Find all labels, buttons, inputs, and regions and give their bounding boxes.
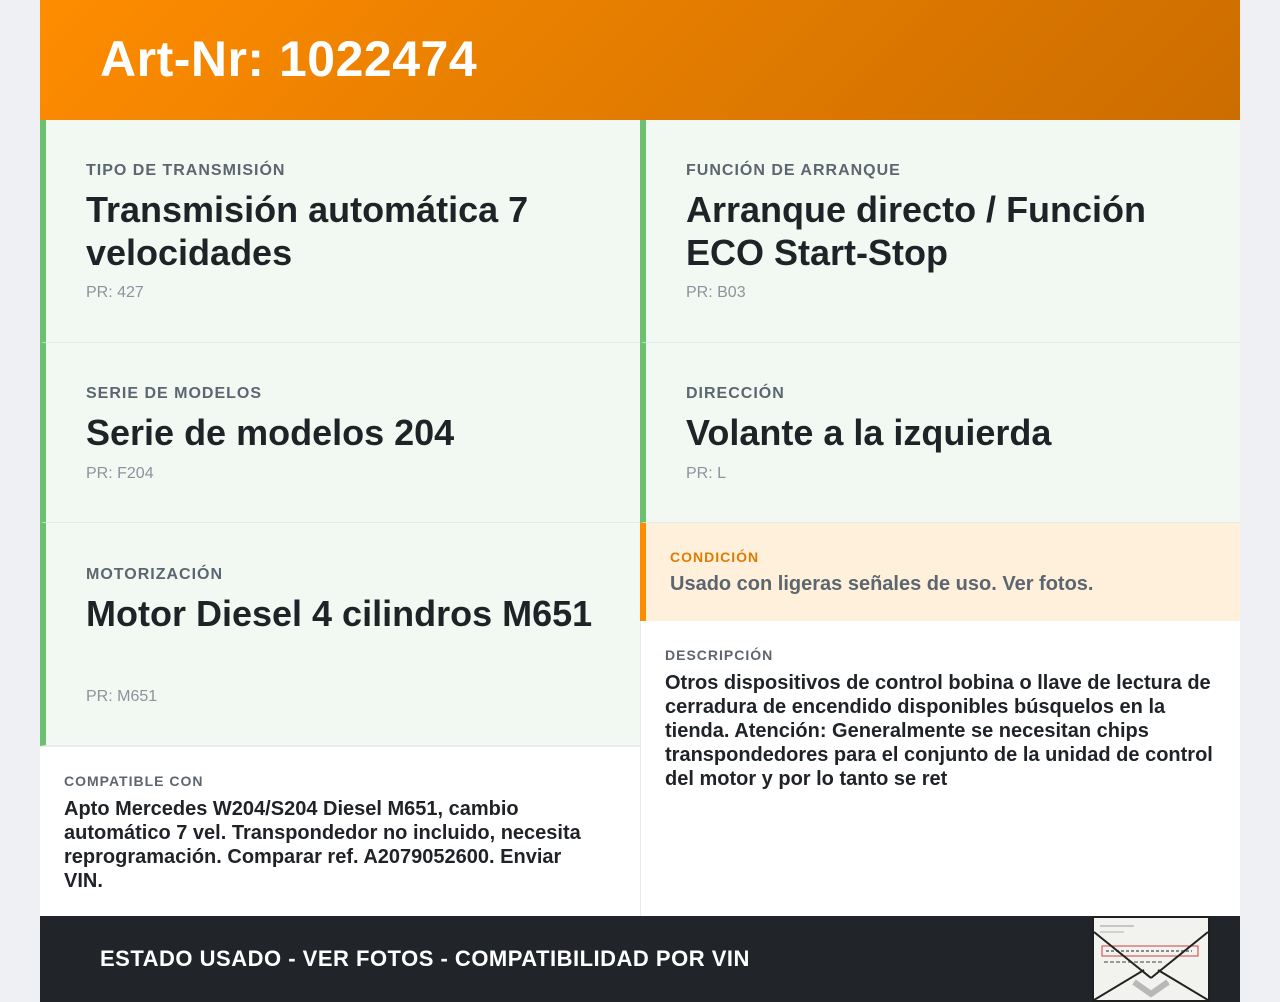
spec-value: Transmisión automática 7 velocidades (86, 189, 529, 273)
compatible-label: COMPATIBLE CON (64, 773, 204, 789)
compatible-text: Apto Mercedes W204/S204 Diesel M651, cambio automático 7 vel. Transpondedor no incluido, necesita reprogramación. Comparar ref. A2079052600. Enviar VIN. (64, 798, 581, 892)
spec-start-function (640, 120, 1240, 343)
condition-text: Usado con ligeras señales de uso. Ver fotos. (670, 573, 1094, 595)
spec-label: FUNCIÓN DE ARRANQUE (686, 162, 901, 179)
condition-box (640, 523, 1240, 621)
description-box (640, 621, 1240, 916)
spec-pr-code: PR: L (686, 465, 727, 482)
spec-value: Serie de modelos 204 (86, 412, 455, 453)
article-number-title: Art-Nr: 1022474 (100, 31, 478, 87)
footer-bar (40, 916, 1240, 1002)
condition-label: CONDICIÓN (670, 549, 760, 565)
spec-label: MOTORIZACIÓN (86, 566, 224, 583)
spec-label: SERIE DE MODELOS (86, 385, 263, 402)
label-photo-icon (1094, 918, 1208, 1000)
spec-pr-code: PR: 427 (86, 284, 144, 301)
spec-steering (640, 343, 1240, 523)
compatible-box (40, 746, 640, 916)
spec-label: DIRECCIÓN (686, 385, 785, 402)
description-text: Otros dispositivos de control bobina o llave de lectura de cerradura de encendido disponibles búsquelos en la tienda. Atención: Generalmente se necesitan chips transpondedores para el conjunto de la unidad de control del motor y por lo tanto se ret (665, 672, 1213, 790)
spec-value: Arranque directo / Función ECO Start-Stop (686, 189, 1147, 273)
spec-label: TIPO DE TRANSMISIÓN (86, 162, 286, 179)
spec-pr-code: PR: B03 (686, 284, 746, 301)
spec-pr-code: PR: M651 (86, 688, 158, 705)
spec-transmission (40, 120, 640, 343)
header-banner (40, 0, 1240, 120)
product-photo-thumbnail[interactable] (1092, 916, 1210, 1002)
spec-model-series (40, 343, 640, 523)
description-label: DESCRIPCIÓN (665, 647, 774, 663)
product-sheet (40, 0, 1240, 1002)
spec-value: Motor Diesel 4 cilindros M651 (86, 593, 593, 634)
spec-value: Volante a la izquierda (686, 412, 1052, 453)
footer-text: ESTADO USADO - VER FOTOS - COMPATIBILIDAD POR VIN (100, 946, 750, 971)
spec-pr-code: PR: F204 (86, 465, 154, 482)
spec-engine (40, 523, 640, 746)
